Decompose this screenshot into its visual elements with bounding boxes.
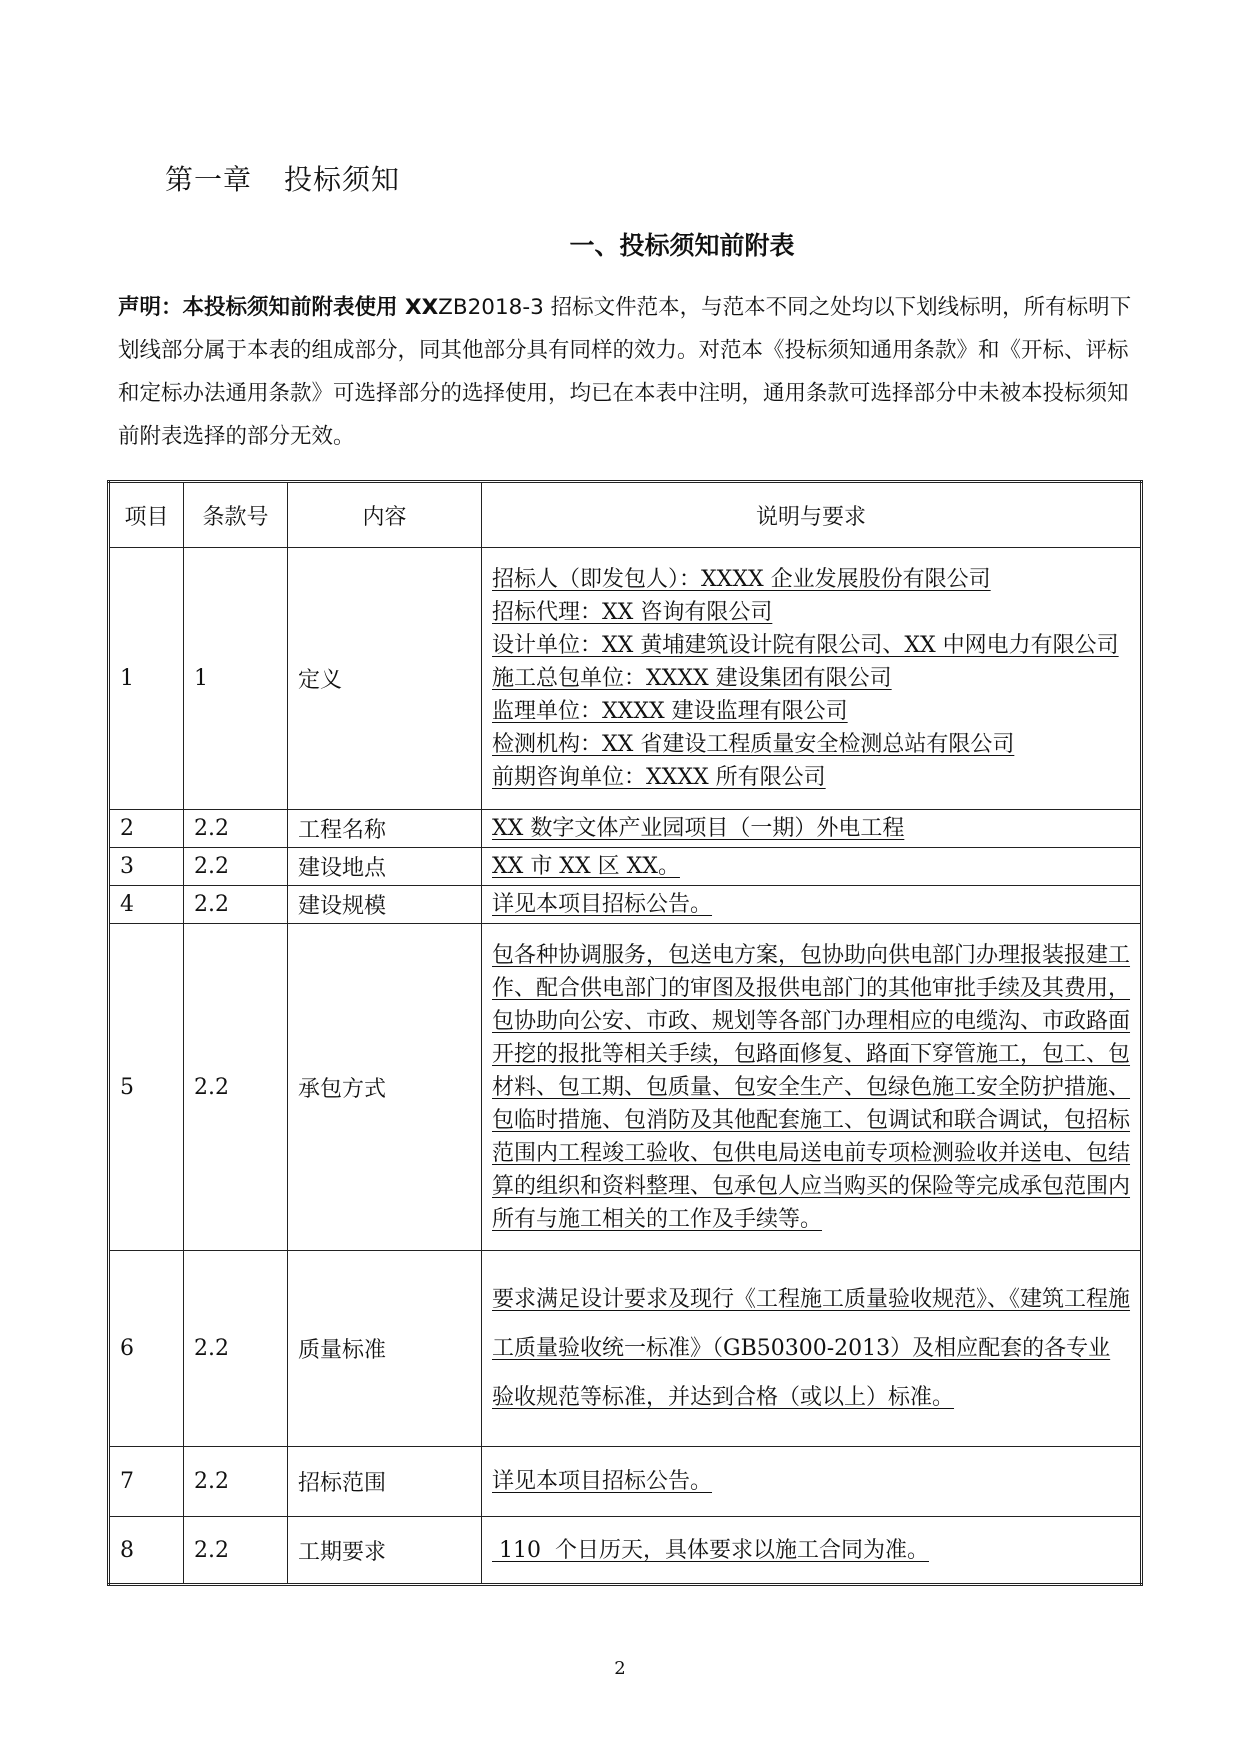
- cell-content: 承包方式: [288, 924, 482, 1251]
- table-row: [109, 548, 1142, 810]
- cell-description: XX 市 XX 区 XX。: [482, 848, 1142, 886]
- cell-description: 详见本项目招标公告。: [482, 1447, 1142, 1517]
- cell-clause: 1: [184, 548, 288, 810]
- bid-notice-table: [107, 480, 1143, 1586]
- desc-line: 招标代理：XX 咨询有限公司: [492, 600, 773, 625]
- cell-description: 110 个日历天，具体要求以施工合同为准。: [482, 1517, 1142, 1585]
- table-row: [109, 886, 1142, 924]
- cell-description: [482, 548, 1142, 810]
- cell-item: 2: [109, 810, 184, 848]
- statement-paragraph: [118, 286, 1138, 458]
- cell-item: 8: [109, 1517, 184, 1585]
- cell-clause: 2.2: [184, 886, 288, 924]
- chapter-label: 第一章: [165, 163, 253, 196]
- page-number: 2: [614, 1658, 626, 1679]
- table-row: [109, 1251, 1142, 1447]
- cell-item: 1: [109, 548, 184, 810]
- table-row: [109, 810, 1142, 848]
- cell-clause: 2.2: [184, 924, 288, 1251]
- cell-description: 详见本项目招标公告。: [482, 886, 1142, 924]
- cell-description: 要求满足设计要求及现行《工程施工质量验收规范》、《建筑工程施工质量验收统一标准》（GB50300-2013）及相应配套的各专业验收规范等标准，并达到合格（或以上）标准。: [482, 1251, 1142, 1447]
- cell-content: 定义: [288, 548, 482, 810]
- cell-content: 建设规模: [288, 886, 482, 924]
- table-row: [109, 924, 1142, 1251]
- table-row: [109, 848, 1142, 886]
- desc-line: 监理单位：XXXX 建设监理有限公司: [492, 699, 848, 724]
- table-row: [109, 1517, 1142, 1585]
- desc-line: 施工总包单位：XXXX 建设集团有限公司: [492, 666, 892, 691]
- chapter-title: 投标须知: [284, 163, 401, 196]
- desc-line: 设计单位：XX 黄埔建筑设计院有限公司、XX 中网电力有限公司: [492, 633, 1119, 658]
- desc-line: 招标人（即发包人）：XXXX 企业发展股份有限公司: [492, 567, 991, 592]
- cell-content: 招标范围: [288, 1447, 482, 1517]
- header-description: 说明与要求: [482, 482, 1142, 548]
- cell-item: 6: [109, 1251, 184, 1447]
- section-title: 一、投标须知前附表: [569, 231, 795, 260]
- cell-content: 建设地点: [288, 848, 482, 886]
- cell-description: XX 数字文体产业园项目（一期）外电工程: [482, 810, 1142, 848]
- cell-content: 质量标准: [288, 1251, 482, 1447]
- cell-item: 4: [109, 886, 184, 924]
- chapter-heading: [165, 158, 400, 198]
- cell-clause: 2.2: [184, 1251, 288, 1447]
- table-row: [109, 1447, 1142, 1517]
- cell-item: 5: [109, 924, 184, 1251]
- cell-clause: 2.2: [184, 1517, 288, 1585]
- cell-clause: 2.2: [184, 810, 288, 848]
- table-header-row: [109, 482, 1142, 548]
- statement-text: ZB2018-3 招标文件范本，与范本不同之处均以下划线标明，所有标明下划线部分属于本表的组成部分，同其他部分具有同样的效力。对范本《投标须知通用条款》和《开标、评标和定标办法通用条款》可选择部分的选择使用，均已在本表中注明，通用条款可选择部分中未被本投标须知前附表选择的部分无效。: [118, 295, 1132, 449]
- cell-content: 工期要求: [288, 1517, 482, 1585]
- cell-content: 工程名称: [288, 810, 482, 848]
- cell-clause: 2.2: [184, 1447, 288, 1517]
- header-content: 内容: [288, 482, 482, 548]
- cell-item: 7: [109, 1447, 184, 1517]
- statement-prefix: 声明：本投标须知前附表使用 XX: [118, 295, 439, 320]
- header-clause: 条款号: [184, 482, 288, 548]
- desc-line: 前期咨询单位：XXXX 所有限公司: [492, 765, 826, 790]
- desc-line: 检测机构：XX 省建设工程质量安全检测总站有限公司: [492, 732, 1015, 757]
- cell-description: 包各种协调服务，包送电方案，包协助向供电部门办理报装报建工作、配合供电部门的审图及报供电部门的其他审批手续及其费用，包协助向公安、市政、规划等各部门办理相应的电缆沟、市政路面开挖的报批等相关手续，包路面修复、路面下穿管施工，包工、包材料、包工期、包质量、包安全生产、包绿色施工安全防护措施、包临时措施、包消防及其他配套施工、包调试和联合调试，包招标范围内工程竣工验收、包供电局送电前专项检测验收并送电、包结算的组织和资料整理、包承包人应当购买的保险等完成承包范围内所有与施工相关的工作及手续等。: [482, 924, 1142, 1251]
- cell-item: 3: [109, 848, 184, 886]
- cell-clause: 2.2: [184, 848, 288, 886]
- header-item: 项目: [109, 482, 184, 548]
